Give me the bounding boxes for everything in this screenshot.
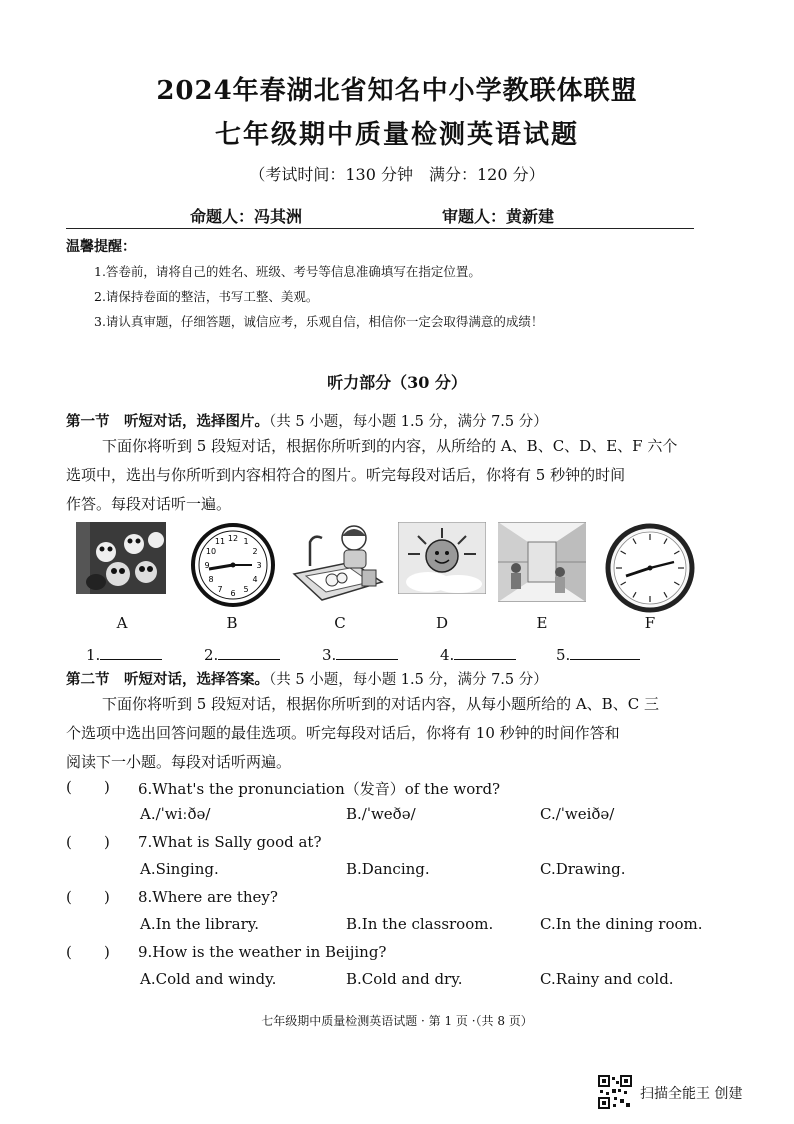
question-text: 7.What is Sally good at? bbox=[138, 833, 322, 851]
option-a: A.Cold and windy. bbox=[140, 970, 277, 988]
picture-label: D bbox=[435, 614, 449, 632]
picture-c-washing-dishes bbox=[292, 522, 384, 610]
tip-item: 1.答卷前，请将自己的姓名、班级、考号等信息准确填写在指定位置。 bbox=[94, 264, 481, 279]
scanner-label: 扫描全能王 创建 bbox=[640, 1086, 743, 1102]
answer-paren-open[interactable]: ( bbox=[66, 778, 72, 796]
picture-label: C bbox=[334, 614, 346, 632]
option-c: C.Rainy and cold. bbox=[540, 970, 674, 988]
answer-blank[interactable] bbox=[204, 645, 280, 664]
picture-e-hallway bbox=[498, 522, 586, 602]
picture-label: B bbox=[226, 614, 238, 632]
qr-code-icon bbox=[598, 1075, 632, 1109]
authors-line bbox=[190, 204, 690, 227]
svg-text:12: 12 bbox=[227, 534, 239, 543]
part2-heading bbox=[66, 668, 548, 689]
blank-line[interactable] bbox=[336, 645, 398, 660]
answer-paren-open[interactable]: ( bbox=[66, 943, 72, 961]
question-text: 8.Where are they? bbox=[138, 888, 278, 906]
option-b: B./ˈweðə/ bbox=[346, 805, 416, 823]
blank-number: 1. bbox=[86, 646, 101, 664]
answer-paren-close: ) bbox=[104, 778, 110, 796]
listening-section-title: 听力部分（30 分） bbox=[327, 373, 467, 392]
exam-title-line2: 七年级期中质量检测英语试题 bbox=[214, 120, 579, 150]
blank-line[interactable] bbox=[570, 645, 640, 660]
instruction-line: 下面你将听到 5 段短对话，根据你所听到的内容，从所给的 A、B、C、D、E、F 六个 bbox=[102, 437, 678, 455]
answer-paren-open[interactable]: ( bbox=[66, 833, 72, 851]
option-a: A.In the library. bbox=[140, 915, 260, 933]
instruction-line: 阅读下一小题。每段对话听两遍。 bbox=[66, 753, 292, 771]
author-name: 命题人：冯其洲 bbox=[190, 207, 303, 226]
svg-text:6: 6 bbox=[230, 589, 236, 598]
option-b: B.In the classroom. bbox=[346, 915, 494, 933]
question-text: 6.What's the pronunciation（发音）of the word? bbox=[138, 780, 501, 798]
svg-text:4: 4 bbox=[252, 575, 258, 584]
answer-paren-close: ) bbox=[104, 888, 110, 906]
blank-line[interactable] bbox=[454, 645, 516, 660]
svg-text:5: 5 bbox=[243, 585, 249, 594]
part1-score: （共 5 小题，每小题 1.5 分，满分 7.5 分） bbox=[269, 414, 548, 430]
picture-f-clock bbox=[604, 522, 696, 614]
option-a: A./ˈwiːðə/ bbox=[140, 805, 211, 823]
option-c: C.Drawing. bbox=[540, 860, 626, 878]
option-b: B.Cold and dry. bbox=[346, 970, 463, 988]
answer-paren-close: ) bbox=[104, 833, 110, 851]
part2-instructions bbox=[66, 690, 706, 777]
page-footer: 七年级期中质量检测英语试题 · 第 1 页 ·（共 8 页） bbox=[261, 1014, 533, 1028]
svg-text:9: 9 bbox=[204, 561, 210, 570]
option-c: C.In the dining room. bbox=[540, 915, 703, 933]
exam-title-line1: 2024年春湖北省知名中小学教联体联盟 bbox=[156, 76, 638, 106]
answer-blank[interactable] bbox=[86, 645, 162, 664]
part2-title: 第二节 听短对话，选择答案。 bbox=[66, 671, 269, 688]
blank-number: 2. bbox=[204, 646, 219, 664]
picture-label: E bbox=[536, 614, 548, 632]
blank-number: 5. bbox=[556, 646, 571, 664]
option-c: C./ˈweiðə/ bbox=[540, 805, 615, 823]
header-divider bbox=[66, 228, 694, 229]
answer-paren-close: ) bbox=[104, 943, 110, 961]
part1-heading bbox=[66, 410, 548, 431]
instruction-line: 下面你将听到 5 段短对话，根据你所听到的对话内容，从每小题所给的 A、B、C 三 bbox=[102, 695, 659, 713]
blank-number: 4. bbox=[440, 646, 455, 664]
answer-blank[interactable] bbox=[440, 645, 516, 664]
tip-item: 2.请保持卷面的整洁，书写工整、美观。 bbox=[94, 289, 319, 304]
svg-text:11: 11 bbox=[214, 537, 226, 546]
instruction-line: 作答。每段对话听一遍。 bbox=[66, 495, 232, 513]
instruction-line: 选项中，选出与你所听到内容相符合的图片。听完每段对话后，你将有 5 秒钟的时间 bbox=[66, 466, 626, 484]
option-b: B.Dancing. bbox=[346, 860, 430, 878]
picture-b-clock bbox=[190, 522, 276, 608]
blank-line[interactable] bbox=[218, 645, 280, 660]
scanner-watermark bbox=[598, 1075, 743, 1113]
blank-line[interactable] bbox=[100, 645, 162, 660]
svg-text:10: 10 bbox=[205, 547, 217, 556]
svg-text:2: 2 bbox=[252, 547, 258, 556]
part2-score: （共 5 小题，每小题 1.5 分，满分 7.5 分） bbox=[269, 672, 548, 688]
reviewer-name: 审题人：黄新建 bbox=[442, 207, 555, 226]
picture-d-sunny-weather bbox=[398, 522, 486, 594]
svg-text:3: 3 bbox=[256, 561, 262, 570]
question-text: 9.How is the weather in Beijing? bbox=[138, 943, 387, 961]
part1-instructions bbox=[66, 432, 706, 519]
svg-text:8: 8 bbox=[208, 575, 214, 584]
part1-title: 第一节 听短对话，选择图片。 bbox=[66, 413, 269, 430]
blank-number: 3. bbox=[322, 646, 337, 664]
answer-blank[interactable] bbox=[556, 645, 640, 664]
svg-text:1: 1 bbox=[243, 537, 249, 546]
picture-label: F bbox=[644, 614, 656, 632]
option-a: A.Singing. bbox=[140, 860, 219, 878]
picture-label: A bbox=[116, 614, 128, 632]
answer-paren-open[interactable]: ( bbox=[66, 888, 72, 906]
answer-blank[interactable] bbox=[322, 645, 398, 664]
instruction-line: 个选项中选出回答问题的最佳选项。听完每段对话后，你将有 10 秒钟的时间作答和 bbox=[66, 724, 620, 742]
tip-item: 3.请认真审题，仔细答题，诚信应考，乐观自信，相信你一定会取得满意的成绩！ bbox=[94, 314, 544, 329]
picture-a-pandas bbox=[76, 522, 166, 594]
tips-title: 温馨提醒： bbox=[66, 239, 136, 255]
svg-text:7: 7 bbox=[217, 585, 223, 594]
exam-time-info: （考试时间：130 分钟 满分：120 分） bbox=[249, 165, 545, 184]
